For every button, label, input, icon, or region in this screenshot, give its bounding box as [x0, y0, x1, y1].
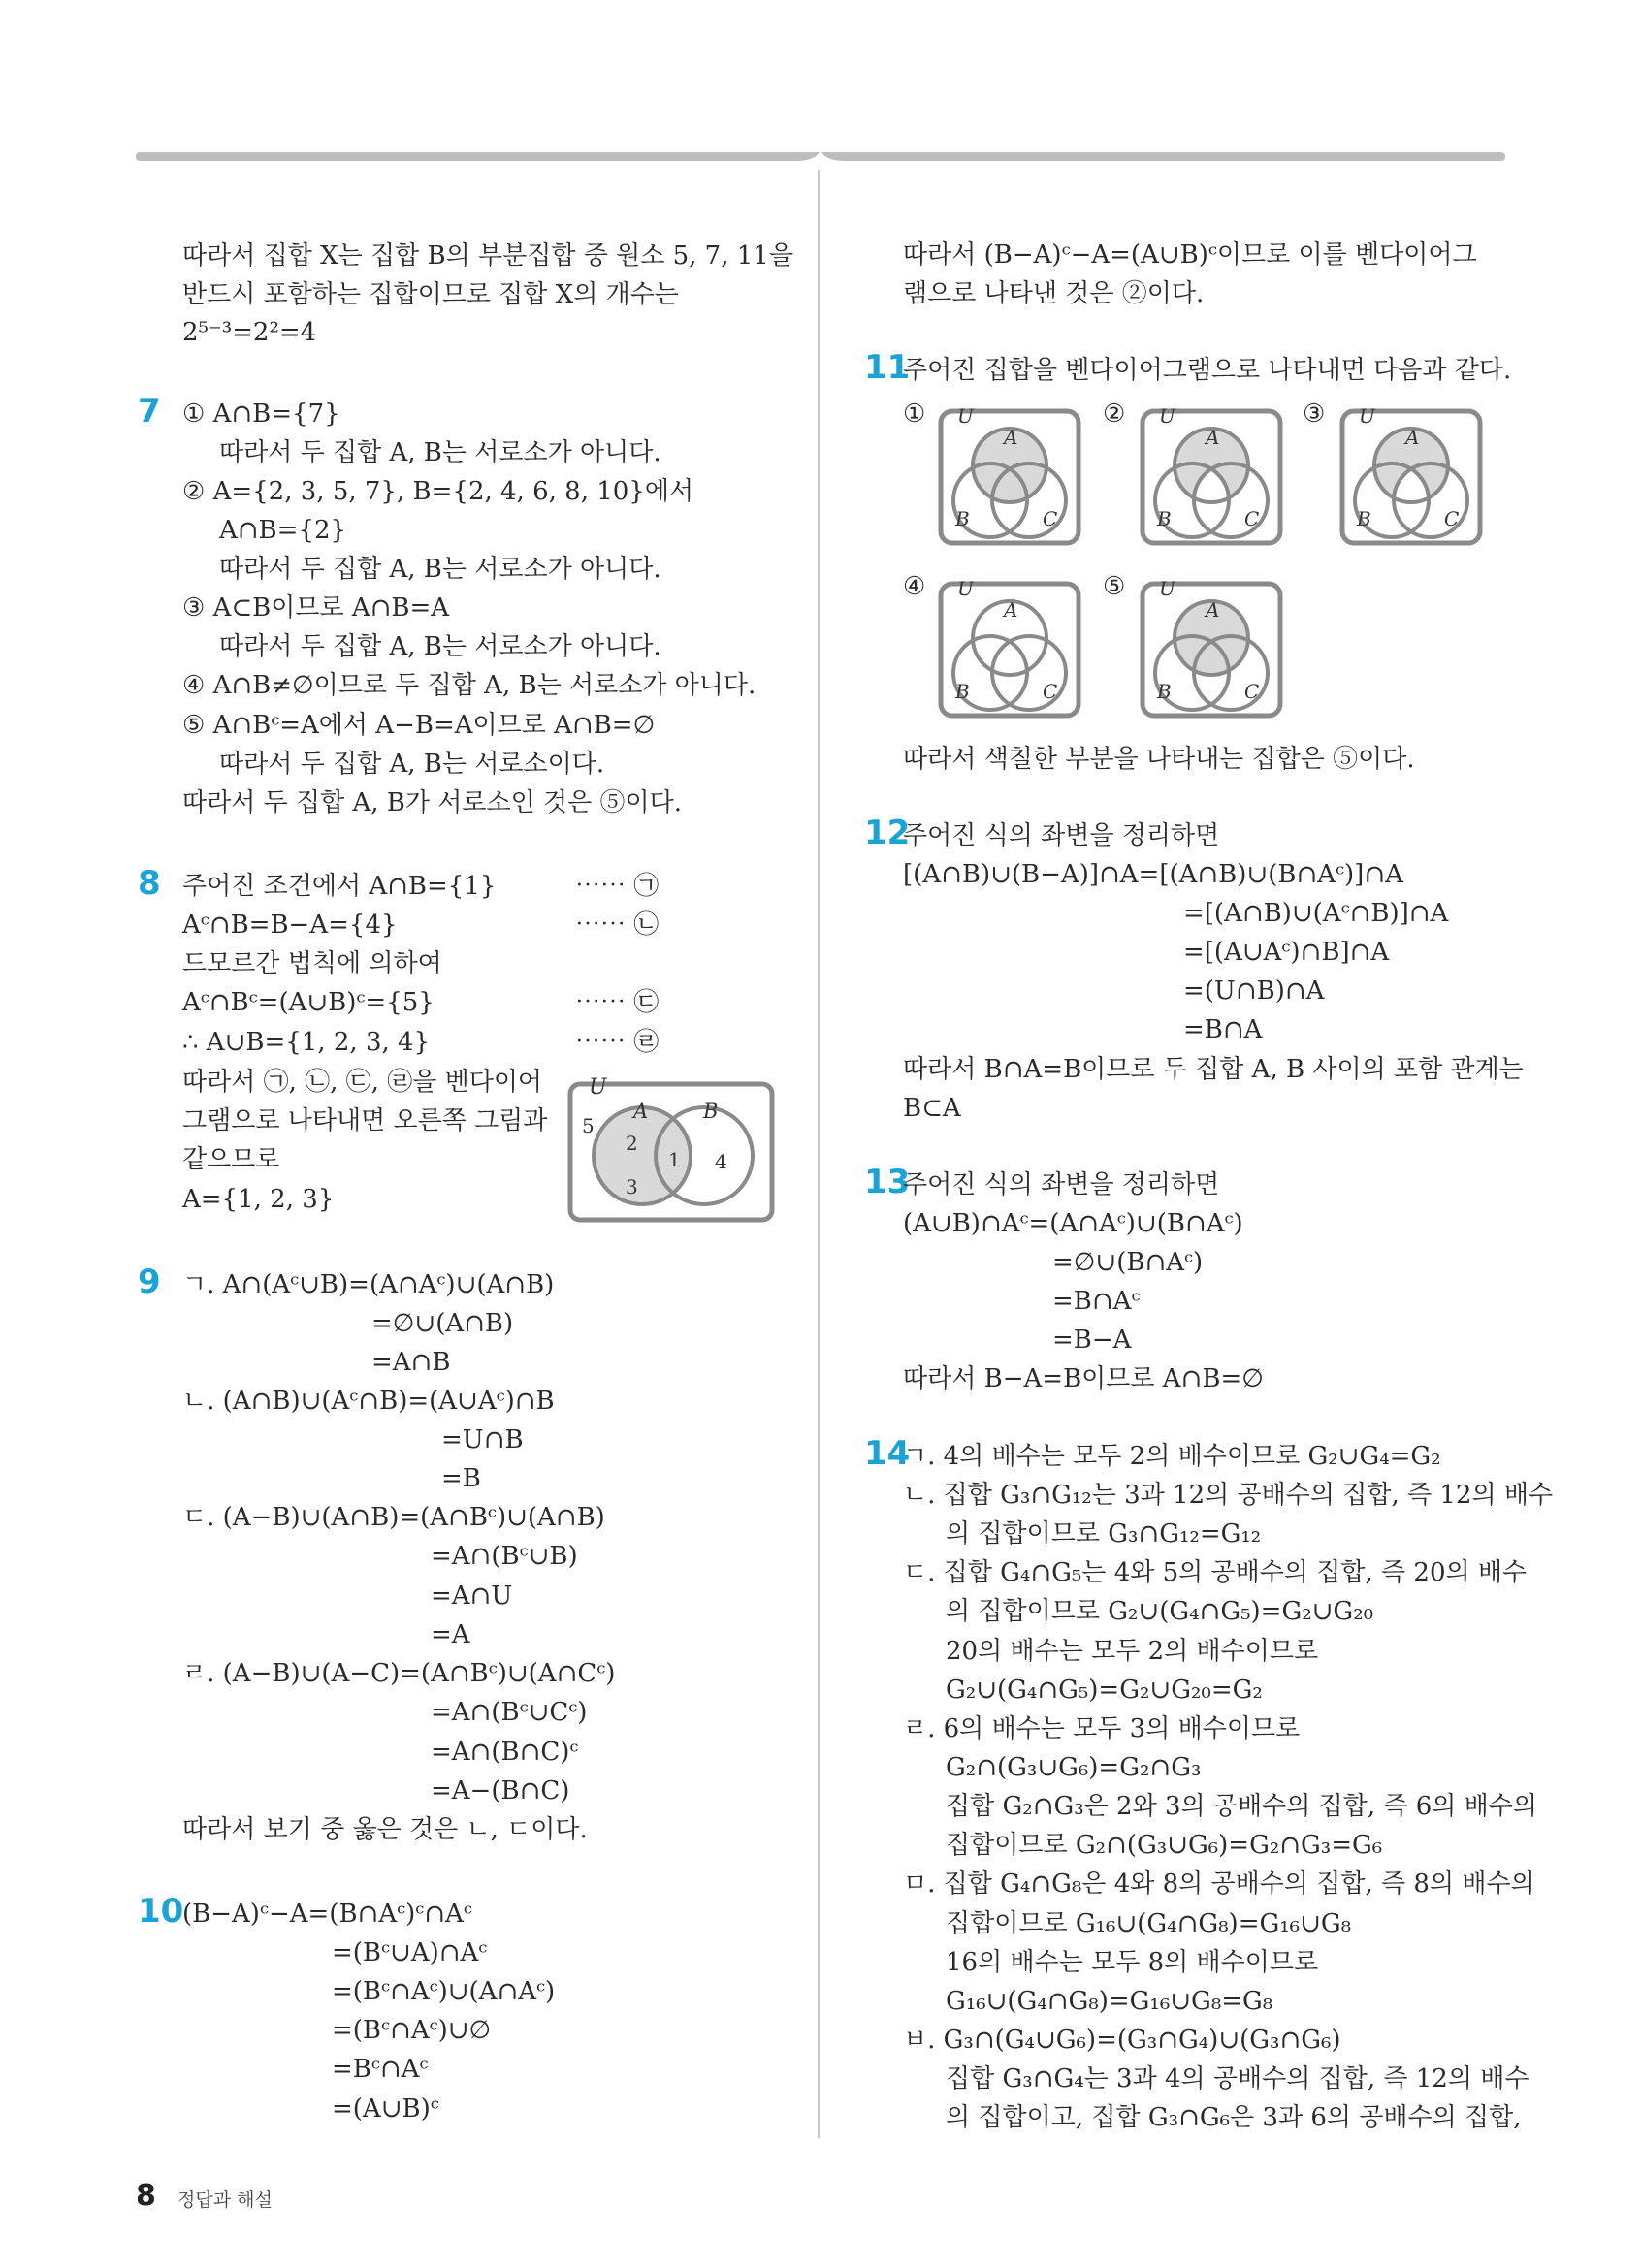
- text-line: =∅∪(A∩B): [371, 1309, 514, 1338]
- text-line: ㄷ. (A−B)∪(A∩B)=(A∩Bᶜ)∪(A∩B): [182, 1503, 605, 1532]
- problem-number-10: 10: [138, 1892, 184, 1931]
- column-divider: [818, 170, 820, 2138]
- text-line: 집합이므로 G₂∩(G₃∪G₆)=G₂∩G₃=G₆: [946, 1831, 1383, 1860]
- text-line: 따라서 집합 X는 집합 B의 부분집합 중 원소 5, 7, 11을: [182, 241, 793, 271]
- text-line: =B∩Aᶜ: [1052, 1287, 1141, 1316]
- text-line: ㄴ. 집합 G₃∩G₁₂는 3과 12의 공배수의 집합, 즉 12의 배수: [903, 1481, 1554, 1510]
- text-line: =A−(B∩C): [431, 1776, 570, 1805]
- venn8-value: 4: [715, 1150, 727, 1173]
- text-line: =A∩(Bᶜ∪B): [431, 1542, 578, 1571]
- problem-number-9: 9: [138, 1262, 161, 1301]
- text-line: ㄷ. 집합 G₄∩G₅는 4와 5의 공배수의 집합, 즉 20의 배수: [903, 1558, 1528, 1587]
- text-line: 집합 G₂∩G₃은 2와 3의 공배수의 집합, 즉 6의 배수의: [946, 1792, 1538, 1821]
- venn11-label-B: B: [1357, 507, 1371, 530]
- text-line: =A: [431, 1620, 470, 1649]
- text-line: =Bᶜ∩Aᶜ: [332, 2055, 429, 2084]
- text-line: [(A∩B)∪(B−A)]∩A=[(A∩B)∪(B∩Aᶜ)]∩A: [903, 860, 1403, 889]
- venn11-label-C: C: [1444, 507, 1460, 530]
- text-line: ③ A⊂B이므로 A∩B=A: [182, 593, 450, 623]
- venn8-label-B: B: [703, 1100, 719, 1123]
- text-line: 16의 배수는 모두 8의 배수이므로: [946, 1948, 1319, 1977]
- text-line: 2⁵⁻³=2²=4: [182, 318, 317, 347]
- text-line: A={1, 2, 3}: [182, 1185, 335, 1214]
- venn11-label-B: B: [1157, 507, 1172, 530]
- text-line: =U∩B: [441, 1425, 524, 1454]
- text-line: Aᶜ∩B=B−A={4}: [182, 910, 398, 940]
- text-line: 의 집합이고, 집합 G₃∩G₆은 3과 6의 공배수의 집합,: [946, 2103, 1522, 2132]
- venn11-option-mark: ③: [1303, 399, 1326, 429]
- text-line: 드모르간 법칙에 의하여: [182, 949, 442, 978]
- venn11-label-B: B: [955, 680, 970, 703]
- text-line: ㄹ. (A−B)∪(A−C)=(A∩Bᶜ)∪(A∩Cᶜ): [182, 1659, 616, 1688]
- venn11-diagram: [1140, 405, 1283, 547]
- venn11-option-mark: ①: [903, 399, 926, 429]
- text-line: =A∩B: [371, 1348, 451, 1377]
- text-line: =A∩(B∩C)ᶜ: [431, 1738, 579, 1767]
- venn11-universe-label: U: [1159, 578, 1175, 600]
- venn11-label-C: C: [1043, 680, 1058, 703]
- text-line: 따라서 색칠한 부분을 나타내는 집합은 ⑤이다.: [903, 745, 1415, 774]
- text-line: 주어진 식의 좌변을 정리하면: [903, 1170, 1220, 1199]
- text-line: 주어진 집합을 벤다이어그램으로 나타내면 다음과 같다.: [903, 356, 1512, 385]
- text-line: 따라서 두 집합 A, B는 서로소가 아니다.: [219, 555, 661, 584]
- venn8-value: 3: [626, 1175, 638, 1198]
- equation-marker: ⋯⋯ ㉣: [575, 1028, 660, 1057]
- venn8-value: 1: [668, 1148, 681, 1171]
- equation-marker: ⋯⋯ ㉡: [575, 910, 660, 940]
- text-line: 의 집합이므로 G₃∩G₁₂=G₁₂: [946, 1519, 1262, 1549]
- text-line: 따라서 두 집합 A, B는 서로소이다.: [219, 750, 605, 779]
- venn8-value: 2: [626, 1132, 638, 1155]
- text-line: =B−A: [1052, 1326, 1132, 1355]
- text-line: =B∩A: [1183, 1015, 1263, 1044]
- text-line: (B−A)ᶜ−A=(B∩Aᶜ)ᶜ∩Aᶜ: [182, 1900, 472, 1929]
- venn11-label-A: A: [1206, 598, 1220, 622]
- text-line: ② A={2, 3, 5, 7}, B={2, 4, 6, 8, 10}에서: [182, 477, 694, 506]
- text-line: 따라서 두 집합 A, B는 서로소가 아니다.: [219, 632, 661, 661]
- venn11-universe-label: U: [1359, 405, 1375, 428]
- text-line: (A∪B)∩Aᶜ=(A∩Aᶜ)∪(B∩Aᶜ): [903, 1209, 1243, 1238]
- text-line: 같으므로: [182, 1145, 280, 1174]
- venn11-universe-label: U: [957, 405, 974, 428]
- text-line: 따라서 ㉠, ㉡, ㉢, ㉣을 벤다이어: [182, 1068, 543, 1097]
- venn11-label-C: C: [1244, 680, 1260, 703]
- venn11-label-A: A: [1004, 598, 1018, 622]
- text-line: ㄴ. (A∩B)∪(Aᶜ∩B)=(A∪Aᶜ)∩B: [182, 1387, 555, 1416]
- venn11-diagram: [1140, 578, 1283, 719]
- venn11-label-C: C: [1244, 507, 1260, 530]
- text-line: =(Bᶜ∩Aᶜ)∪(A∩Aᶜ): [332, 1977, 556, 2006]
- venn11-label-A: A: [1405, 426, 1420, 449]
- text-line: =(Bᶜ∩Aᶜ)∪∅: [332, 2016, 492, 2045]
- text-line: G₂∪(G₄∩G₅)=G₂∪G₂₀=G₂: [946, 1676, 1263, 1705]
- problem-number-8: 8: [138, 864, 161, 903]
- problem-number-7: 7: [138, 392, 161, 431]
- text-line: 그램으로 나타내면 오른쪽 그림과: [182, 1106, 548, 1135]
- text-line: B⊂A: [903, 1094, 961, 1123]
- text-line: ㄹ. 6의 배수는 모두 3의 배수이므로: [903, 1714, 1301, 1743]
- venn11-universe-label: U: [1159, 405, 1175, 428]
- page-number: 8: [136, 2179, 156, 2213]
- venn11-label-A: A: [1206, 426, 1220, 449]
- venn11-universe-label: U: [957, 578, 974, 600]
- venn11-diagram: [938, 405, 1081, 547]
- text-line: 의 집합이므로 G₂∪(G₄∩G₅)=G₂∪G₂₀: [946, 1597, 1374, 1626]
- venn11-label-A: A: [1004, 426, 1018, 449]
- text-line: ㄱ. A∩(Aᶜ∪B)=(A∩Aᶜ)∪(A∩B): [182, 1270, 555, 1299]
- text-line: =A∩U: [431, 1581, 513, 1611]
- text-line: =B: [441, 1464, 481, 1493]
- venn11-label-B: B: [955, 507, 970, 530]
- text-line: 집합이므로 G₁₆∪(G₄∩G₈)=G₁₆∪G₈: [946, 1909, 1352, 1938]
- venn8-value: 5: [582, 1114, 595, 1137]
- equation-marker: ⋯⋯ ㉠: [575, 872, 660, 901]
- text-line: 따라서 B∩A=B이므로 두 집합 A, B 사이의 포함 관계는: [903, 1055, 1524, 1084]
- venn11-label-B: B: [1157, 680, 1172, 703]
- problem-number-13: 13: [864, 1163, 911, 1201]
- equation-marker: ⋯⋯ ㉢: [575, 988, 660, 1017]
- text-line: 따라서 B−A=B이므로 A∩B=∅: [903, 1364, 1264, 1393]
- venn-diagram-8: [567, 1074, 776, 1225]
- top-divider-bar: [136, 149, 1505, 163]
- text-line: ① A∩B={7}: [182, 399, 340, 429]
- text-line: ⑤ A∩Bᶜ=A에서 A−B=A이므로 A∩B=∅: [182, 711, 656, 740]
- text-line: 따라서 두 집합 A, B는 서로소가 아니다.: [219, 438, 661, 467]
- venn8-label-A: A: [633, 1100, 649, 1123]
- text-line: Aᶜ∩Bᶜ=(A∪B)ᶜ={5}: [182, 988, 435, 1017]
- text-line: 따라서 두 집합 A, B가 서로소인 것은 ⑤이다.: [182, 788, 683, 817]
- text-line: 20의 배수는 모두 2의 배수이므로: [946, 1637, 1319, 1666]
- text-line: 램으로 나타낸 것은 ②이다.: [903, 279, 1205, 308]
- venn8-universe-label: U: [589, 1075, 607, 1100]
- text-line: 주어진 식의 좌변을 정리하면: [903, 821, 1220, 850]
- text-line: ㄱ. 4의 배수는 모두 2의 배수이므로 G₂∪G₄=G₂: [903, 1442, 1441, 1471]
- text-line: A∩B={2}: [219, 516, 347, 545]
- text-line: ㅁ. 집합 G₄∩G₈은 4와 8의 공배수의 집합, 즉 8의 배수의: [903, 1869, 1535, 1899]
- text-line: ㅂ. G₃∩(G₄∪G₆)=(G₃∩G₄)∪(G₃∩G₆): [903, 2026, 1341, 2055]
- text-line: =A∩(Bᶜ∪Cᶜ): [431, 1698, 588, 1727]
- venn11-option-mark: ②: [1103, 399, 1126, 429]
- problem-number-14: 14: [864, 1434, 911, 1473]
- venn11-option-mark: ⑤: [1103, 572, 1126, 601]
- text-line: =(Bᶜ∪A)∩Aᶜ: [332, 1938, 488, 1967]
- text-line: ④ A∩B≠∅이므로 두 집합 A, B는 서로소가 아니다.: [182, 671, 757, 700]
- text-line: =[(A∩B)∪(Aᶜ∩B)]∩A: [1183, 899, 1449, 928]
- text-line: 따라서 (B−A)ᶜ−A=(A∪B)ᶜ이므로 이를 벤다이어그: [903, 240, 1477, 270]
- text-line: =∅∪(B∩Aᶜ): [1052, 1248, 1204, 1277]
- footer-label: 정답과 해설: [177, 2189, 273, 2211]
- text-line: 주어진 조건에서 A∩B={1}: [182, 872, 497, 901]
- text-line: 반드시 포함하는 집합이므로 집합 X의 개수는: [182, 280, 679, 309]
- text-line: =(U∩B)∩A: [1183, 976, 1325, 1006]
- text-line: =[(A∪Aᶜ)∩B]∩A: [1183, 938, 1390, 967]
- text-line: G₂∩(G₃∪G₆)=G₂∩G₃: [946, 1753, 1202, 1782]
- venn11-diagram: [1339, 405, 1483, 547]
- venn11-option-mark: ④: [903, 572, 926, 601]
- text-line: =(A∪B)ᶜ: [332, 2094, 439, 2124]
- text-line: 집합 G₃∩G₄는 3과 4의 공배수의 집합, 즉 12의 배수: [946, 2064, 1529, 2093]
- text-line: ∴ A∪B={1, 2, 3, 4}: [182, 1028, 431, 1057]
- text-line: G₁₆∪(G₄∩G₈)=G₁₆∪G₈=G₈: [946, 1987, 1273, 2016]
- text-line: 따라서 보기 중 옳은 것은 ㄴ, ㄷ이다.: [182, 1815, 588, 1844]
- problem-number-11: 11: [864, 348, 911, 387]
- problem-number-12: 12: [864, 814, 911, 852]
- venn11-label-C: C: [1043, 507, 1058, 530]
- venn11-diagram: [938, 578, 1081, 719]
